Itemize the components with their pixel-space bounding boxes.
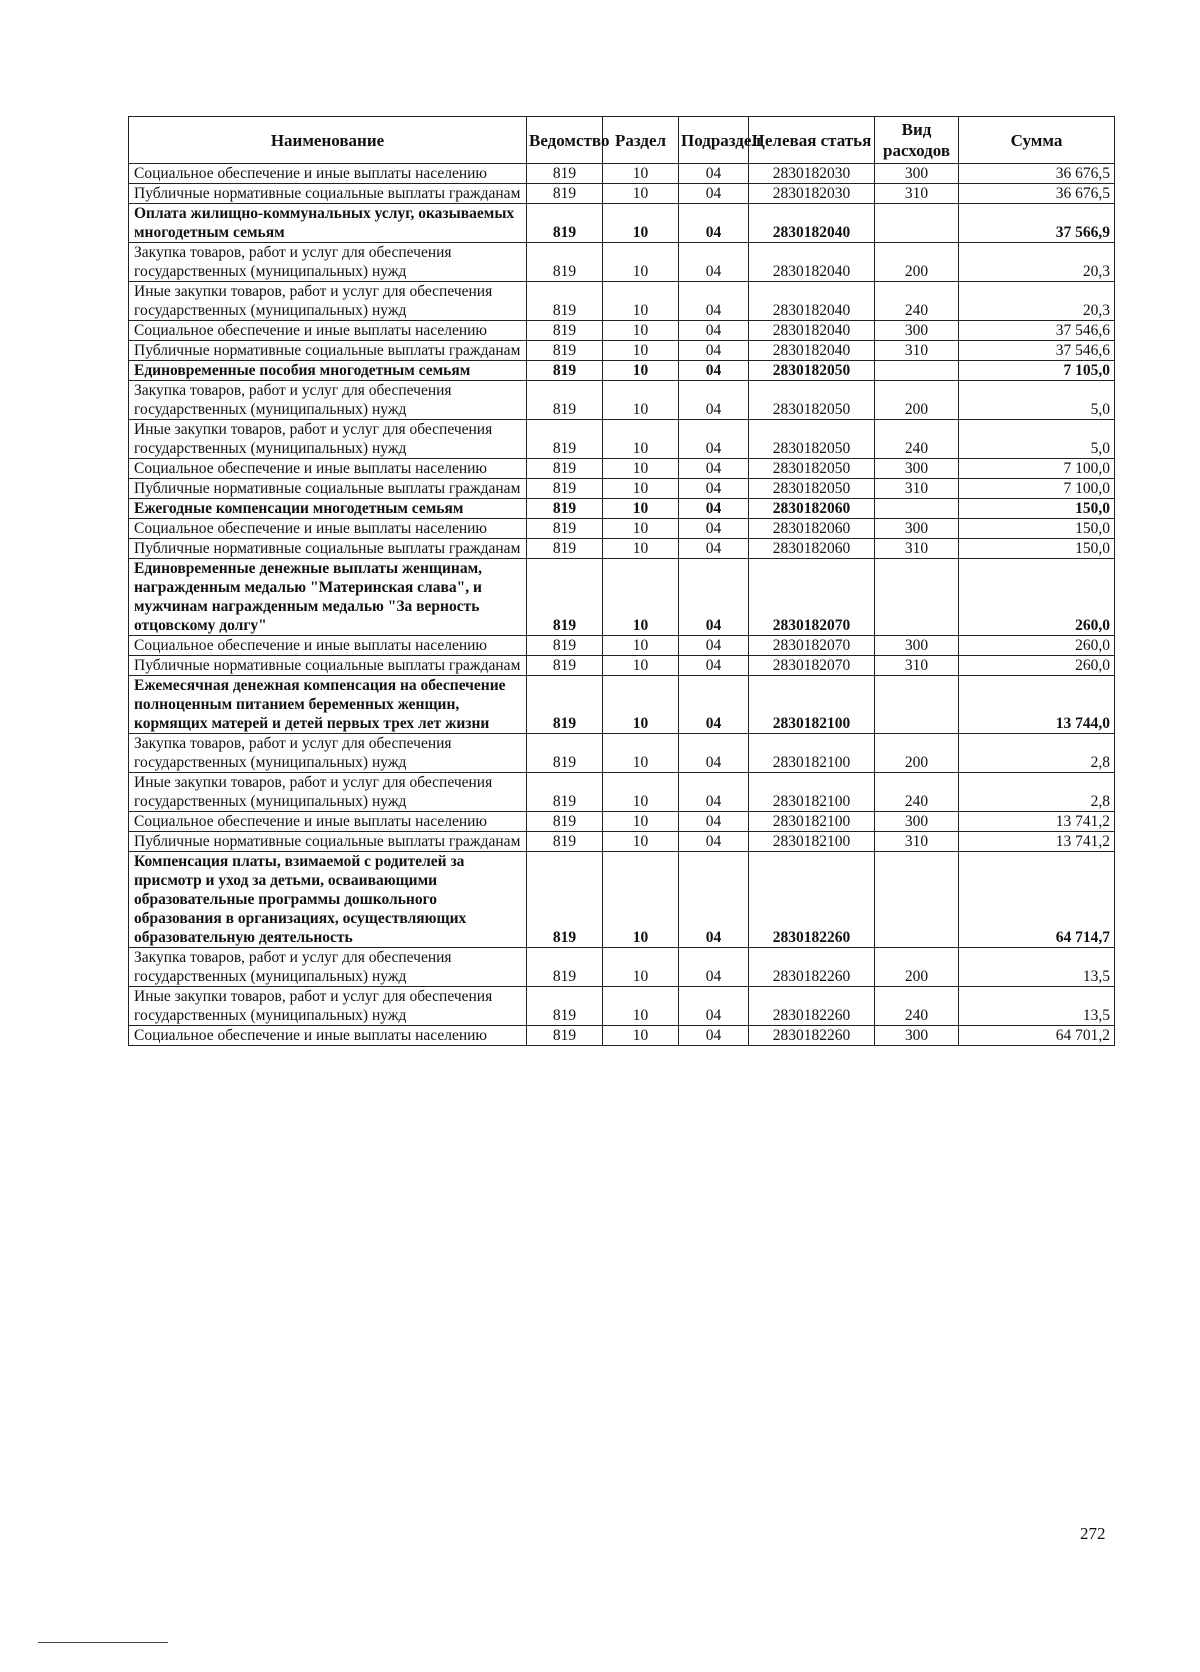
cell-ved: 819 — [527, 243, 603, 282]
cell-summa: 5,0 — [959, 420, 1115, 459]
cell-name: Социальное обеспечение и иные выплаты населению — [129, 812, 527, 832]
cell-razdel: 10 — [603, 812, 679, 832]
cell-celevaya: 2830182050 — [749, 361, 875, 381]
table-row — [129, 636, 1115, 656]
cell-razdel: 10 — [603, 184, 679, 204]
cell-summa: 7 105,0 — [959, 361, 1115, 381]
cell-podrazdel: 04 — [679, 321, 749, 341]
cell-name: Единовременные пособия многодетным семьям — [129, 361, 527, 381]
cell-ved: 819 — [527, 321, 603, 341]
table-row — [129, 676, 1115, 734]
cell-name: Иные закупки товаров, работ и услуг для обеспечения государственных (муниципальных) нужд — [129, 773, 527, 812]
cell-vid: 300 — [875, 1026, 959, 1046]
cell-name: Публичные нормативные социальные выплаты гражданам — [129, 656, 527, 676]
cell-podrazdel: 04 — [679, 1026, 749, 1046]
cell-ved: 819 — [527, 282, 603, 321]
cell-razdel: 10 — [603, 987, 679, 1026]
budget-table — [128, 116, 1115, 1046]
cell-ved: 819 — [527, 656, 603, 676]
cell-ved: 819 — [527, 341, 603, 361]
cell-summa: 2,8 — [959, 773, 1115, 812]
cell-celevaya: 2830182260 — [749, 948, 875, 987]
cell-podrazdel: 04 — [679, 282, 749, 321]
table-row — [129, 734, 1115, 773]
cell-vid: 300 — [875, 321, 959, 341]
cell-razdel: 10 — [603, 519, 679, 539]
cell-vid: 310 — [875, 656, 959, 676]
cell-celevaya: 2830182030 — [749, 164, 875, 184]
cell-ved: 819 — [527, 519, 603, 539]
cell-name: Публичные нормативные социальные выплаты гражданам — [129, 479, 527, 499]
cell-ved: 819 — [527, 773, 603, 812]
cell-vid: 200 — [875, 948, 959, 987]
table-row — [129, 1026, 1115, 1046]
table-row — [129, 459, 1115, 479]
cell-celevaya: 2830182050 — [749, 459, 875, 479]
cell-ved: 819 — [527, 676, 603, 734]
cell-name: Социальное обеспечение и иные выплаты населению — [129, 1026, 527, 1046]
cell-vid: 310 — [875, 184, 959, 204]
header-podrazdel: Подраздел — [679, 117, 749, 164]
cell-celevaya: 2830182070 — [749, 636, 875, 656]
cell-vid — [875, 204, 959, 243]
cell-podrazdel: 04 — [679, 852, 749, 948]
cell-summa: 5,0 — [959, 381, 1115, 420]
table-row — [129, 341, 1115, 361]
cell-vid: 300 — [875, 519, 959, 539]
cell-ved: 819 — [527, 636, 603, 656]
cell-podrazdel: 04 — [679, 539, 749, 559]
cell-name: Закупка товаров, работ и услуг для обеспечения государственных (муниципальных) нужд — [129, 243, 527, 282]
cell-vid: 310 — [875, 341, 959, 361]
cell-summa: 20,3 — [959, 282, 1115, 321]
cell-celevaya: 2830182100 — [749, 832, 875, 852]
cell-summa: 260,0 — [959, 636, 1115, 656]
cell-name: Социальное обеспечение и иные выплаты населению — [129, 321, 527, 341]
cell-razdel: 10 — [603, 636, 679, 656]
cell-ved: 819 — [527, 381, 603, 420]
cell-vid: 240 — [875, 987, 959, 1026]
cell-name: Оплата жилищно-коммунальных услуг, оказываемых многодетным семьям — [129, 204, 527, 243]
cell-summa: 13 744,0 — [959, 676, 1115, 734]
cell-name: Ежемесячная денежная компенсация на обеспечение полноценным питанием беременных женщин, кормящих матерей и детей первых трех лет жизни — [129, 676, 527, 734]
cell-ved: 819 — [527, 539, 603, 559]
cell-razdel: 10 — [603, 321, 679, 341]
cell-vid: 310 — [875, 539, 959, 559]
cell-celevaya: 2830182040 — [749, 282, 875, 321]
cell-celevaya: 2830182040 — [749, 204, 875, 243]
cell-celevaya: 2830182060 — [749, 519, 875, 539]
cell-celevaya: 2830182100 — [749, 676, 875, 734]
cell-ved: 819 — [527, 559, 603, 636]
cell-summa: 13 741,2 — [959, 832, 1115, 852]
cell-ved: 819 — [527, 987, 603, 1026]
cell-razdel: 10 — [603, 832, 679, 852]
table-row — [129, 987, 1115, 1026]
cell-razdel: 10 — [603, 852, 679, 948]
page-number: 272 — [1080, 1524, 1106, 1543]
table-row — [129, 812, 1115, 832]
cell-celevaya: 2830182060 — [749, 499, 875, 519]
cell-name: Иные закупки товаров, работ и услуг для обеспечения государственных (муниципальных) нужд — [129, 282, 527, 321]
cell-podrazdel: 04 — [679, 519, 749, 539]
cell-vid: 300 — [875, 459, 959, 479]
header-ved: Ведомство — [527, 117, 603, 164]
cell-ved: 819 — [527, 361, 603, 381]
cell-vid: 300 — [875, 164, 959, 184]
table-row — [129, 164, 1115, 184]
cell-name: Публичные нормативные социальные выплаты гражданам — [129, 184, 527, 204]
cell-podrazdel: 04 — [679, 341, 749, 361]
cell-razdel: 10 — [603, 459, 679, 479]
cell-podrazdel: 04 — [679, 479, 749, 499]
cell-razdel: 10 — [603, 734, 679, 773]
table-row — [129, 243, 1115, 282]
cell-summa: 13 741,2 — [959, 812, 1115, 832]
cell-celevaya: 2830182060 — [749, 539, 875, 559]
cell-razdel: 10 — [603, 243, 679, 282]
table-row — [129, 420, 1115, 459]
cell-celevaya: 2830182260 — [749, 1026, 875, 1046]
table-row — [129, 773, 1115, 812]
cell-vid: 240 — [875, 420, 959, 459]
table-row — [129, 184, 1115, 204]
cell-name: Социальное обеспечение и иные выплаты населению — [129, 519, 527, 539]
cell-ved: 819 — [527, 852, 603, 948]
table-row — [129, 321, 1115, 341]
cell-razdel: 10 — [603, 282, 679, 321]
cell-celevaya: 2830182050 — [749, 420, 875, 459]
cell-podrazdel: 04 — [679, 164, 749, 184]
cell-name: Публичные нормативные социальные выплаты гражданам — [129, 832, 527, 852]
cell-podrazdel: 04 — [679, 361, 749, 381]
cell-summa: 260,0 — [959, 559, 1115, 636]
cell-vid — [875, 499, 959, 519]
cell-podrazdel: 04 — [679, 636, 749, 656]
cell-podrazdel: 04 — [679, 676, 749, 734]
header-row — [129, 117, 1115, 164]
table-row — [129, 361, 1115, 381]
cell-podrazdel: 04 — [679, 773, 749, 812]
cell-razdel: 10 — [603, 361, 679, 381]
header-razdel: Раздел — [603, 117, 679, 164]
cell-podrazdel: 04 — [679, 734, 749, 773]
cell-name: Социальное обеспечение и иные выплаты населению — [129, 459, 527, 479]
cell-razdel: 10 — [603, 164, 679, 184]
cell-summa: 37 566,9 — [959, 204, 1115, 243]
cell-summa: 7 100,0 — [959, 479, 1115, 499]
cell-name: Закупка товаров, работ и услуг для обеспечения государственных (муниципальных) нужд — [129, 381, 527, 420]
cell-razdel: 10 — [603, 539, 679, 559]
cell-ved: 819 — [527, 459, 603, 479]
cell-podrazdel: 04 — [679, 184, 749, 204]
table-row — [129, 479, 1115, 499]
table-row — [129, 539, 1115, 559]
cell-razdel: 10 — [603, 656, 679, 676]
cell-vid: 240 — [875, 773, 959, 812]
cell-name: Единовременные денежные выплаты женщинам, награжденным медалью "Материнская слава", и мужчинам награжденным медалью "За верность отцовскому долгу" — [129, 559, 527, 636]
cell-podrazdel: 04 — [679, 812, 749, 832]
cell-celevaya: 2830182050 — [749, 381, 875, 420]
cell-name: Иные закупки товаров, работ и услуг для обеспечения государственных (муниципальных) нужд — [129, 987, 527, 1026]
cell-razdel: 10 — [603, 381, 679, 420]
cell-summa: 64 714,7 — [959, 852, 1115, 948]
cell-razdel: 10 — [603, 948, 679, 987]
cell-summa: 20,3 — [959, 243, 1115, 282]
table-row — [129, 282, 1115, 321]
cell-celevaya: 2830182070 — [749, 559, 875, 636]
cell-name: Социальное обеспечение и иные выплаты населению — [129, 164, 527, 184]
cell-summa: 260,0 — [959, 656, 1115, 676]
cell-summa: 36 676,5 — [959, 164, 1115, 184]
cell-vid: 240 — [875, 282, 959, 321]
cell-razdel: 10 — [603, 499, 679, 519]
cell-celevaya: 2830182100 — [749, 773, 875, 812]
cell-vid: 200 — [875, 381, 959, 420]
cell-razdel: 10 — [603, 341, 679, 361]
table-row — [129, 204, 1115, 243]
cell-name: Публичные нормативные социальные выплаты гражданам — [129, 539, 527, 559]
table-header — [129, 117, 1115, 164]
header-vid: Вид расходов — [875, 117, 959, 164]
cell-vid — [875, 559, 959, 636]
table-row — [129, 499, 1115, 519]
cell-vid: 300 — [875, 636, 959, 656]
cell-ved: 819 — [527, 734, 603, 773]
header-summa: Сумма — [959, 117, 1115, 164]
cell-razdel: 10 — [603, 420, 679, 459]
cell-celevaya: 2830182040 — [749, 341, 875, 361]
cell-podrazdel: 04 — [679, 656, 749, 676]
cell-summa: 37 546,6 — [959, 321, 1115, 341]
cell-ved: 819 — [527, 184, 603, 204]
cell-celevaya: 2830182050 — [749, 479, 875, 499]
cell-summa: 13,5 — [959, 987, 1115, 1026]
cell-ved: 819 — [527, 420, 603, 459]
cell-celevaya: 2830182040 — [749, 243, 875, 282]
table-row — [129, 559, 1115, 636]
cell-celevaya: 2830182100 — [749, 734, 875, 773]
cell-podrazdel: 04 — [679, 559, 749, 636]
table-body — [129, 164, 1115, 1046]
cell-summa: 150,0 — [959, 499, 1115, 519]
cell-ved: 819 — [527, 499, 603, 519]
cell-vid — [875, 852, 959, 948]
cell-ved: 819 — [527, 1026, 603, 1046]
cell-vid: 300 — [875, 812, 959, 832]
cell-vid: 310 — [875, 479, 959, 499]
cell-summa: 36 676,5 — [959, 184, 1115, 204]
table-row — [129, 852, 1115, 948]
cell-summa: 2,8 — [959, 734, 1115, 773]
cell-summa: 7 100,0 — [959, 459, 1115, 479]
cell-razdel: 10 — [603, 204, 679, 243]
cell-ved: 819 — [527, 948, 603, 987]
cell-razdel: 10 — [603, 676, 679, 734]
cell-ved: 819 — [527, 812, 603, 832]
cell-name: Закупка товаров, работ и услуг для обеспечения государственных (муниципальных) нужд — [129, 948, 527, 987]
cell-name: Публичные нормативные социальные выплаты гражданам — [129, 341, 527, 361]
cell-vid: 200 — [875, 734, 959, 773]
cell-razdel: 10 — [603, 559, 679, 636]
table-row — [129, 519, 1115, 539]
cell-podrazdel: 04 — [679, 832, 749, 852]
cell-podrazdel: 04 — [679, 948, 749, 987]
cell-summa: 64 701,2 — [959, 1026, 1115, 1046]
cell-summa: 150,0 — [959, 519, 1115, 539]
cell-name: Закупка товаров, работ и услуг для обеспечения государственных (муниципальных) нужд — [129, 734, 527, 773]
cell-celevaya: 2830182100 — [749, 812, 875, 832]
cell-ved: 819 — [527, 204, 603, 243]
cell-razdel: 10 — [603, 479, 679, 499]
cell-summa: 150,0 — [959, 539, 1115, 559]
cell-celevaya: 2830182260 — [749, 852, 875, 948]
cell-vid: 310 — [875, 832, 959, 852]
table-row — [129, 381, 1115, 420]
cell-razdel: 10 — [603, 1026, 679, 1046]
table-row — [129, 948, 1115, 987]
cell-name: Компенсация платы, взимаемой с родителей за присмотр и уход за детьми, осваивающими образовательные программы дошкольного образования в организациях, осуществляющих образовательную деятельность — [129, 852, 527, 948]
cell-summa: 13,5 — [959, 948, 1115, 987]
cell-ved: 819 — [527, 479, 603, 499]
cell-podrazdel: 04 — [679, 381, 749, 420]
cell-vid — [875, 676, 959, 734]
cell-ved: 819 — [527, 832, 603, 852]
cell-celevaya: 2830182070 — [749, 656, 875, 676]
header-name: Наименование — [129, 117, 527, 164]
cell-celevaya: 2830182040 — [749, 321, 875, 341]
scan-artifact-line — [38, 1642, 168, 1643]
cell-podrazdel: 04 — [679, 204, 749, 243]
cell-name: Социальное обеспечение и иные выплаты населению — [129, 636, 527, 656]
cell-razdel: 10 — [603, 773, 679, 812]
cell-podrazdel: 04 — [679, 987, 749, 1026]
cell-podrazdel: 04 — [679, 243, 749, 282]
cell-summa: 37 546,6 — [959, 341, 1115, 361]
cell-celevaya: 2830182260 — [749, 987, 875, 1026]
cell-podrazdel: 04 — [679, 499, 749, 519]
cell-name: Ежегодные компенсации многодетным семьям — [129, 499, 527, 519]
table-row — [129, 832, 1115, 852]
header-celevaya: Целевая статья — [749, 117, 875, 164]
cell-vid — [875, 361, 959, 381]
cell-name: Иные закупки товаров, работ и услуг для обеспечения государственных (муниципальных) нужд — [129, 420, 527, 459]
table-row — [129, 656, 1115, 676]
cell-vid: 200 — [875, 243, 959, 282]
cell-podrazdel: 04 — [679, 420, 749, 459]
cell-celevaya: 2830182030 — [749, 184, 875, 204]
cell-podrazdel: 04 — [679, 459, 749, 479]
cell-ved: 819 — [527, 164, 603, 184]
